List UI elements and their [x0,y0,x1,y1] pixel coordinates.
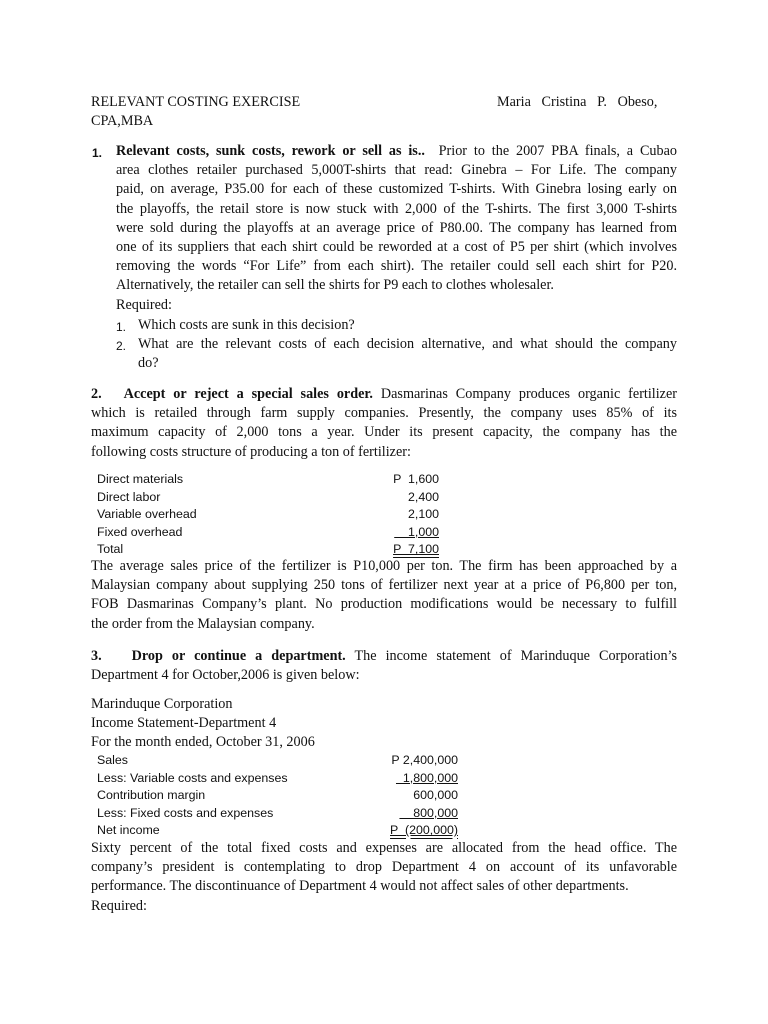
author-name: Maria Cristina P. Obeso, [497,94,658,110]
cost-value: P 1,600 [393,472,439,486]
cost-label: Direct labor [97,489,161,504]
problem2-line: maximum capacity of 2,000 tons a year. Under its present capacity, the company has the [91,424,677,441]
table-row [97,787,458,805]
income-label: Less: Fixed costs and expenses [97,805,274,820]
income-label: Sales [97,753,128,767]
document-title: RELEVANT COSTING EXERCISE [91,94,301,110]
problem2-line: following costs structure of producing a ton of fertilizer: [91,443,411,460]
table-row [97,822,458,840]
problem3-line: Sixty percent of the total fixed costs and expenses are allocated from the head office. The [91,840,677,856]
company-name: Marinduque Corporation [91,696,233,712]
cost-value: 2,100 [407,507,439,522]
problem2-line: Malaysian company about supplying 250 tons of fertilizer next year at a price of P6,800 per ton, [91,577,677,594]
income-table [97,752,458,840]
problem1-line: the playoffs, the retail store is now stuck with 2,000 of the T-shirts. The first 3,000 T-shirts [116,200,677,217]
question-number: 2. [116,339,127,353]
problem3-line: performance. The discontinuance of Department 4 would not affect sales of other departments. [91,878,629,895]
statement-title: Income Statement-Department 4 [91,715,277,732]
income-value: 600,000 [413,788,458,803]
problem1-line: Relevant costs, sunk costs, rework or sell as is.. Prior to the 2007 PBA finals, a Cubao [116,143,678,159]
problem3-line: Department 4 for October,2006 is given below: [91,667,360,684]
income-label: Less: Variable costs and expenses [97,770,288,785]
income-label: Net income [97,823,160,838]
table-row [97,506,439,524]
table-row [97,752,458,770]
problem1-line: area clothes retailer purchased 5,000T-shirts that read: Ginebra – For Life. The company [116,162,677,179]
problem3-heading: Drop or continue a department. [131,648,346,664]
cost-label: Direct materials [97,472,184,486]
cost-total: P 7,100 [393,542,439,557]
income-value: 1,800,000 [395,770,458,785]
problem1-line: one of its suppliers that each shirt could be reworded at a cost of P5 per shirt (which involves [116,239,677,256]
problem3-number: 3. [91,648,102,664]
table-row [97,524,439,542]
author-credentials: CPA,MBA [91,113,154,129]
problem2-line: 2. Accept or reject a special sales order. Dasmarinas Company produces organic fertilizer [91,386,678,402]
statement-header [91,695,315,753]
problem3-body [91,647,677,685]
required-label: Required: [91,897,147,914]
required-label: Required: [116,296,172,313]
problem1-line: removing the words “For Life” from each shirt). The retailer could sell each shirt for P20. [116,258,677,275]
problem2-line: FOB Dasmarinas Company’s plant. No production modifications would be necessary to fulfill [91,596,677,613]
table-row [97,471,439,489]
cost-value: 1,000 [394,524,439,539]
cost-value: 2,400 [407,489,439,504]
problem1-heading: Relevant costs, sunk costs, rework or sell as is.. [116,143,425,159]
cost-label: Fixed overhead [97,524,183,539]
income-label: Contribution margin [97,788,206,803]
problem1-number: 1. [92,146,103,160]
problem2-heading: Accept or reject a special sales order. [123,386,373,402]
problem1-line: were sold during the playoffs at an average price of P80.00. The company has learned from [116,219,677,236]
cost-label: Variable overhead [97,507,197,522]
problem2-line: which is retailed through farm supply companies. Presently, the company uses 85% of its [91,405,677,422]
income-value: 800,000 [399,805,458,820]
table-row [97,805,458,823]
problem2-line: The average sales price of the fertilizer is P10,000 per ton. The firm has been approached by a [91,558,677,574]
problem2-line: the order from the Malaysian company. [91,615,315,632]
cost-label: Total [97,542,124,557]
table-row [97,489,439,507]
question-number: 1. [116,320,127,334]
problem1-body [116,142,677,315]
problem2-body [91,385,677,462]
statement-period: For the month ended, October 31, 2006 [91,734,315,751]
problem1-line: Alternatively, the retailer can sell the shirts for P9 each to clothes wholesaler. [116,277,554,294]
income-net: P (200,000) [390,823,458,838]
problem3-line: company’s president is contemplating to drop Department 4 on account of its unfavorable [91,859,677,876]
problem2-number: 2. [91,386,102,402]
problem3-after [91,839,677,916]
question-text: What are the relevant costs of each decision alternative, and what should the company do? [138,336,677,372]
cost-table [97,471,439,559]
problem2-after [91,557,677,634]
problem1-line: paid, on average, P35.00 for each of these customized T-shirts. With Ginebra losing early on [116,181,677,198]
income-value: P 2,400,000 [391,753,458,767]
question-text: Which costs are sunk in this decision? [138,317,355,333]
table-row [97,770,458,788]
problem3-line: 3. Drop or continue a department. The income statement of Marinduque Corporation’s [91,648,678,664]
